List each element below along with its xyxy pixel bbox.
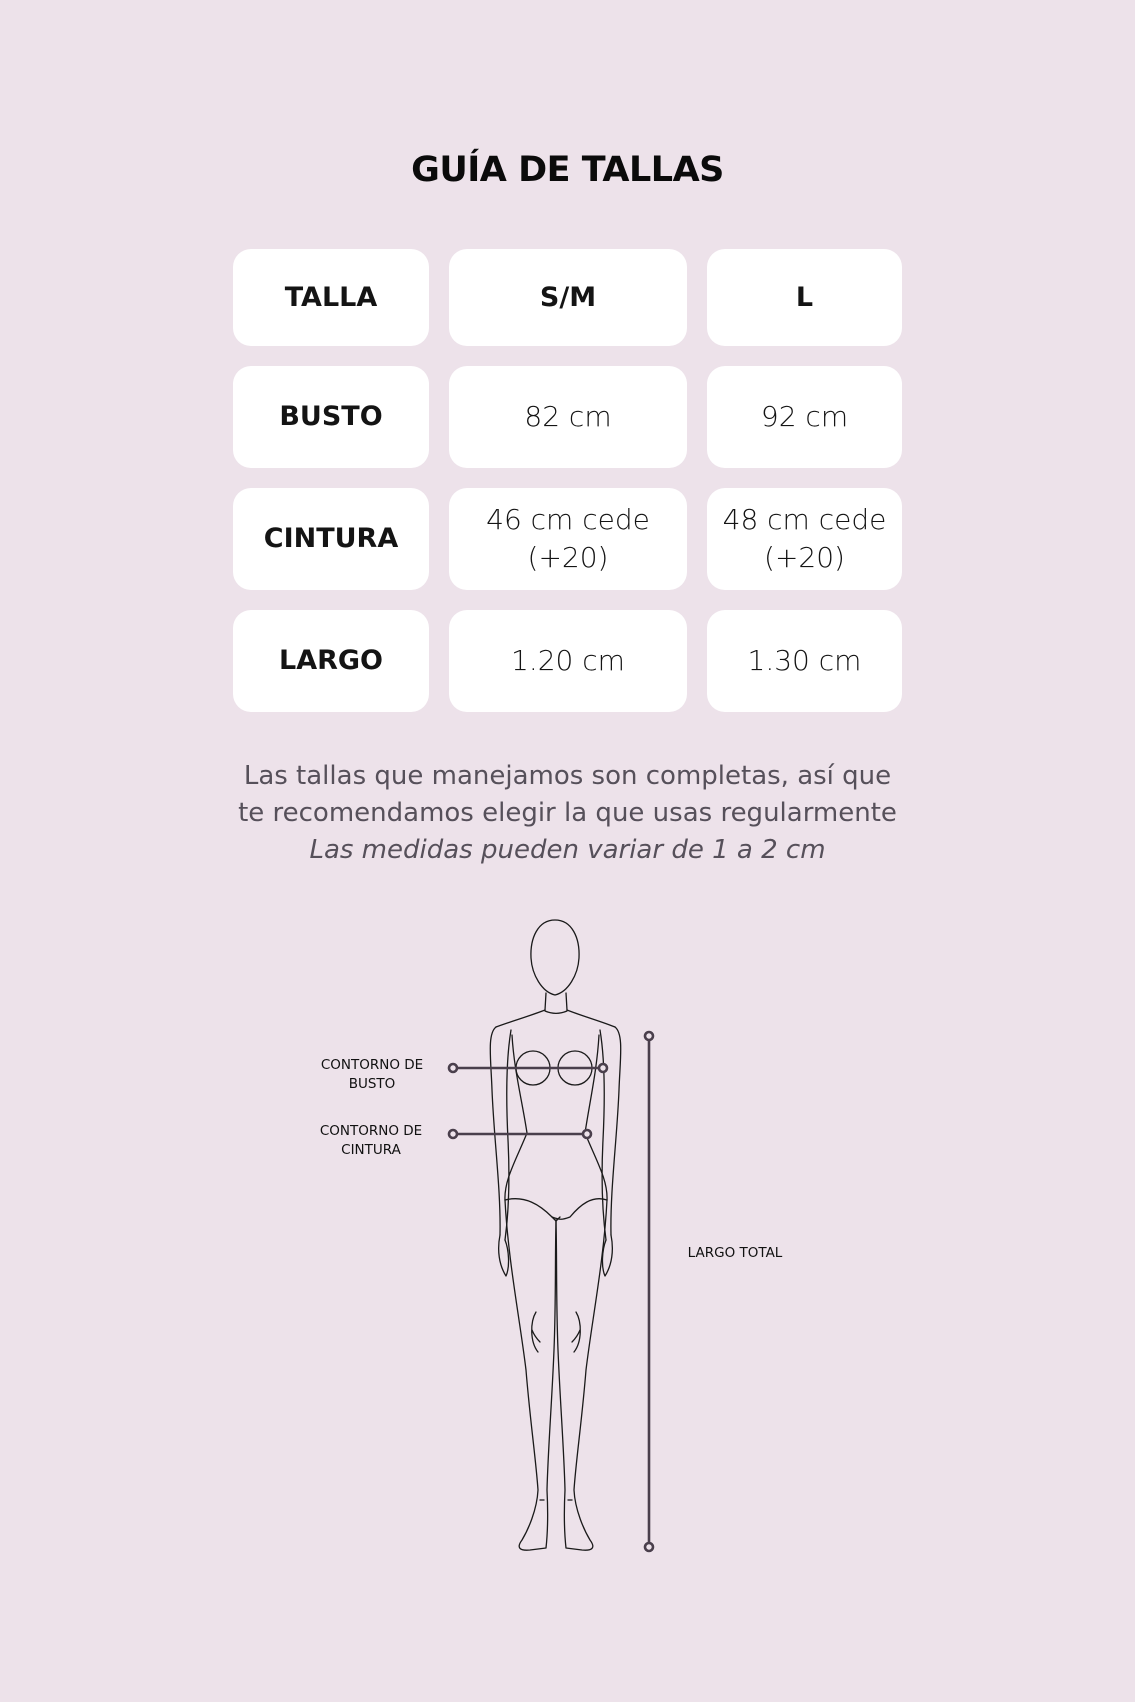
note-line-1: Las tallas que manejamos son completas, así que bbox=[243, 761, 892, 791]
header-cell-l: L bbox=[707, 249, 902, 346]
table-row-busto bbox=[233, 366, 902, 468]
size-table bbox=[233, 249, 902, 732]
length-measure-line bbox=[645, 1032, 653, 1551]
bust-measure-line bbox=[449, 1064, 607, 1072]
cell-cintura-l: 48 cm cede (+20) bbox=[707, 488, 902, 590]
bust-label-line-2: BUSTO bbox=[348, 1076, 396, 1092]
cell-cintura-sm: 46 cm cede (+20) bbox=[449, 488, 687, 590]
row-label-busto: BUSTO bbox=[233, 366, 429, 468]
size-note bbox=[0, 758, 1135, 869]
waist-measure-line bbox=[449, 1130, 591, 1138]
bust-label-line-1: CONTORNO DE bbox=[320, 1057, 424, 1073]
table-header-row bbox=[233, 249, 902, 346]
waist-label-line-2: CINTURA bbox=[341, 1142, 401, 1158]
table-row-largo bbox=[233, 610, 902, 712]
body-figure-illustration bbox=[490, 920, 621, 1550]
note-line-2: te recomendamos elegir la que usas regularmente bbox=[238, 798, 897, 828]
row-label-largo: LARGO bbox=[233, 610, 429, 712]
cell-busto-sm: 82 cm bbox=[449, 366, 687, 468]
row-label-cintura: CINTURA bbox=[233, 488, 429, 590]
page-title: GUÍA DE TALLAS bbox=[411, 150, 724, 190]
cell-largo-sm: 1.20 cm bbox=[449, 610, 687, 712]
header-cell-sm: S/M bbox=[449, 249, 687, 346]
note-line-3: Las medidas pueden variar de 1 a 2 cm bbox=[309, 835, 826, 865]
header-cell-talla: TALLA bbox=[233, 249, 429, 346]
cell-busto-l: 92 cm bbox=[707, 366, 902, 468]
cell-largo-l: 1.30 cm bbox=[707, 610, 902, 712]
waist-label-line-1: CONTORNO DE bbox=[319, 1123, 423, 1139]
length-label: LARGO TOTAL bbox=[687, 1245, 783, 1261]
table-row-cintura bbox=[233, 488, 902, 590]
